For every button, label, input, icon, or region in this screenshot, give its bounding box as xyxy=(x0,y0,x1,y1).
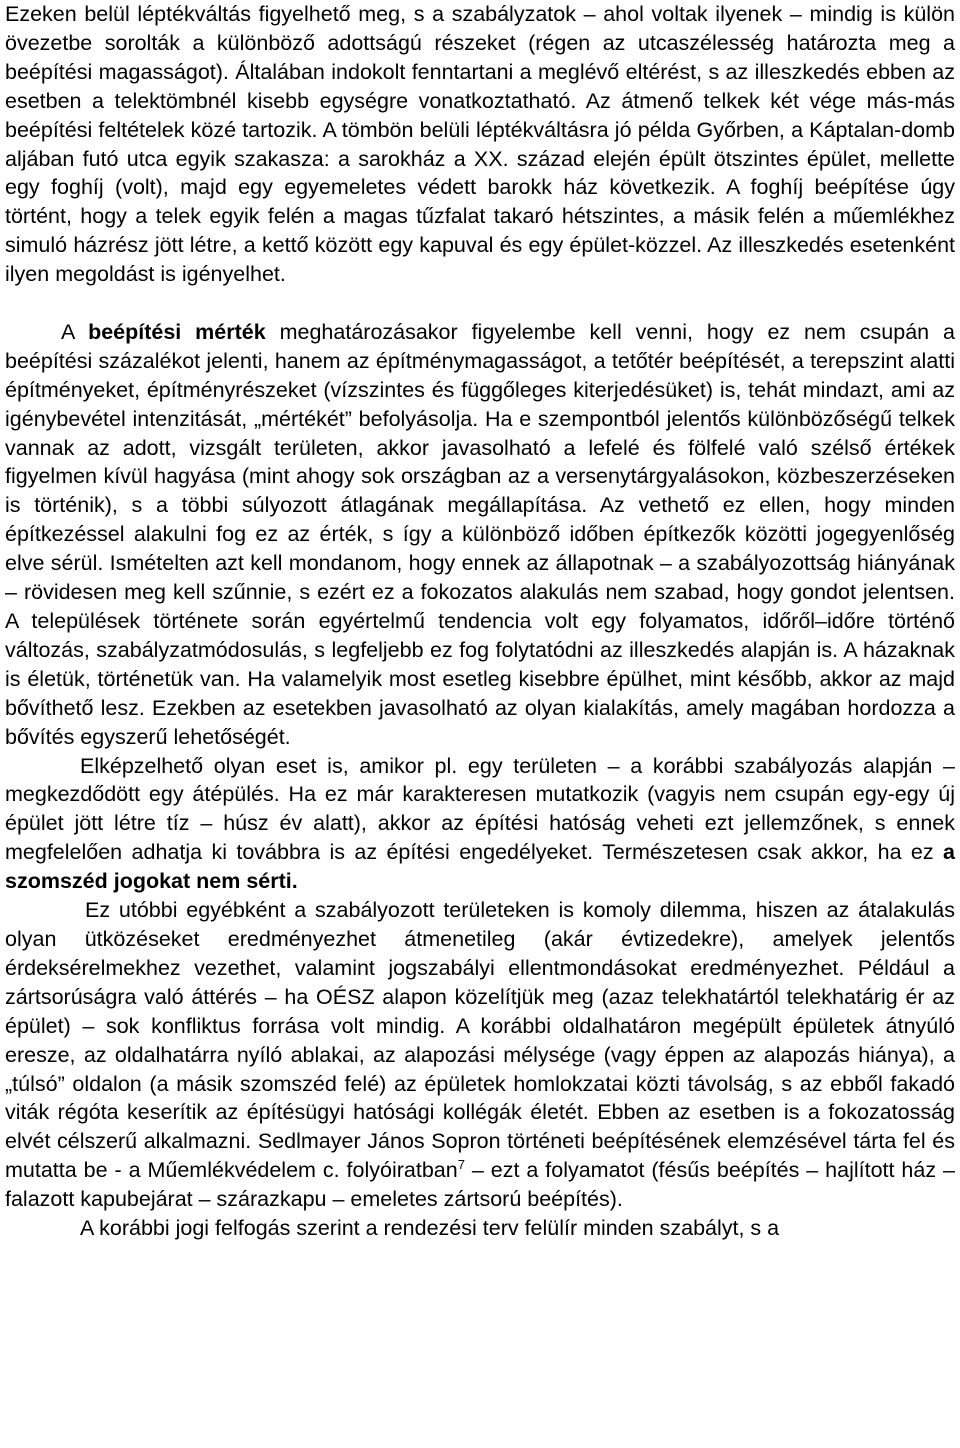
paragraph-2-text-a: A xyxy=(61,319,89,344)
paragraph-5: A korábbi jogi felfogás szerint a rendezési terv felülír minden szabályt, s a xyxy=(80,1216,780,1241)
paragraph-2-bold-term: beépítési mérték xyxy=(88,319,266,344)
paragraph-4-text-a: Ez utóbbi egyébként a szabályozott területeken is komoly dilemma, hiszen az átalakulás olyan ütközéseket eredményezhet átmenetileg (akár évtizedekre), amelyek jelentős érdeksérelmekhez vezethet, valamint jogszabályi ellentmondásokat eredményezhet. Például a zártsorúságra való áttérés – ha OÉSZ alapon közelítjük meg (azaz telekhatártól telekhatárig ér az épület) – sok konfliktus forrása volt mindig. A korábbi oldalhatáron megépült épületek átnyúló eresze, az oldalhatárra nyíló ablakai, az alapozási mélysége (vagy éppen az alapozás hiánya), a „túlsó” oldalon (a másik szomszéd felé) az épületek homlokzatai közti távolság, s az ebből fakadó viták régóta keserítik az építésügyi hatósági kollégák életét. Ebben az esetben is a fokozatosság elvét célszerű alkalmazni. Sedlmayer János Sopron történeti beépítésének elemzésével tárta fel és mutatta be - a Műemlékvédelem c. folyóiratban xyxy=(5,898,955,1183)
paragraph-4-text-b: – ezt a folyamatot (fésűs beépítés – hajlított ház – falazott kapubejárat – szárazkapu – emeletes zártsorú beépítés). xyxy=(5,1158,955,1212)
document-page xyxy=(5,0,955,1243)
paragraph-3-bold-text: a szomszéd jogokat nem sérti. xyxy=(5,840,955,894)
paragraph-3 xyxy=(5,752,955,897)
paragraph-3-text: Elképzelhető olyan eset is, amikor pl. egy területen – a korábbi szabályozás alapján – megkezdődött egy átépülés. Ha ez már karakteresen mutatkozik (vagyis nem csupán egy-egy új épület jött létre tíz – húsz év alatt), akkor az építési hatóság veheti ezt jellemzőnek, s ennek megfelelően adhatja ki továbbra is az építési engedélyeket. Természetesen csak akkor, ha ez xyxy=(5,753,955,865)
paragraph-2 xyxy=(5,318,955,752)
paragraph-2-text-b: meghatározásakor figyelembe kell venni, hogy ez nem csupán a beépítési százalékot jelenti, hanem az építménymagasságot, a tetőtér beépítését, a terepszint alatti építményeket, építményrészeket (vízszintes és függőleges kiterjedésüket) is, tehát mindazt, ami az igénybevétel intenzitását, „mértékét” befolyásolja. Ha e szempontból jelentős különbözőségű telkek vannak az adott, vizsgált területen, akkor javasolható a lefelé és fölfelé való szélső értékek figyelmen kívül hagyása (mint ahogy sok országban az a versenytárgyalásokon, közbeszerzéseken is történik), s a többi súlyozott átlagának megállapítása. Az vethető ez ellen, hogy minden építkezéssel alakulni fog ez az érték, s így a különböző időben építkezők közötti jogegyenlőség elve sérül. Ismételten azt kell mondanom, hogy ennek az állapotnak – a szabályozottság hiányának – rövidesen meg kell szűnnie, s ezért ez a fokozatos alakulás nem szabad, hogy gondot jelentsen. A települések története során egyértelmű tendencia volt egy folyamatos, időről–időre történő változás, szabályzatmódosulás, s legfeljebb ez fog folytatódni az illeszkedés alapján is. A házaknak is életük, történetük van. Ha valamelyik most esetleg kisebbre épülhet, mint később, akkor az majd bővíthető lesz. Ezekben az esetekben javasolható az olyan kialakítás, amely magában hordozza a bővítés egyszerű lehetőségét. xyxy=(5,319,955,749)
paragraph-1: Ezeken belül léptékváltás figyelhető meg, s a szabályzatok – ahol voltak ilyenek – mindig is külön övezetbe sorolták a különböző adottságú részeket (régen az utcaszélesség határozta meg a beépítési magasságot). Általában indokolt fenntartani a meglévő eltérést, s az illeszkedés ebben az esetben a telektömbnél kisebb egységre vonatkoztatható. Az átmenő telkek két vége más-más beépítési feltételek közé tartozik. A tömbön belüli léptékváltásra jó példa Győrben, a Káptalan-domb aljában futó utca egyik szakasza: a sarokház a XX. század elején épült ötszintes épület, mellette egy foghíj (volt), majd egy egyemeletes védett barokk ház következik. A foghíj beépítése úgy történt, hogy a telek egyik felén a magas tűzfalat takaró hétszintes, a másik felén a műemlékhez simuló házrész jött létre, a kettő között egy kapuval és egy épület-közzel. Az illeszkedés esetenként ilyen megoldást is igényelhet. xyxy=(5,2,955,287)
paragraph-4 xyxy=(5,896,955,1214)
footnote-reference: 7 xyxy=(457,1157,465,1173)
